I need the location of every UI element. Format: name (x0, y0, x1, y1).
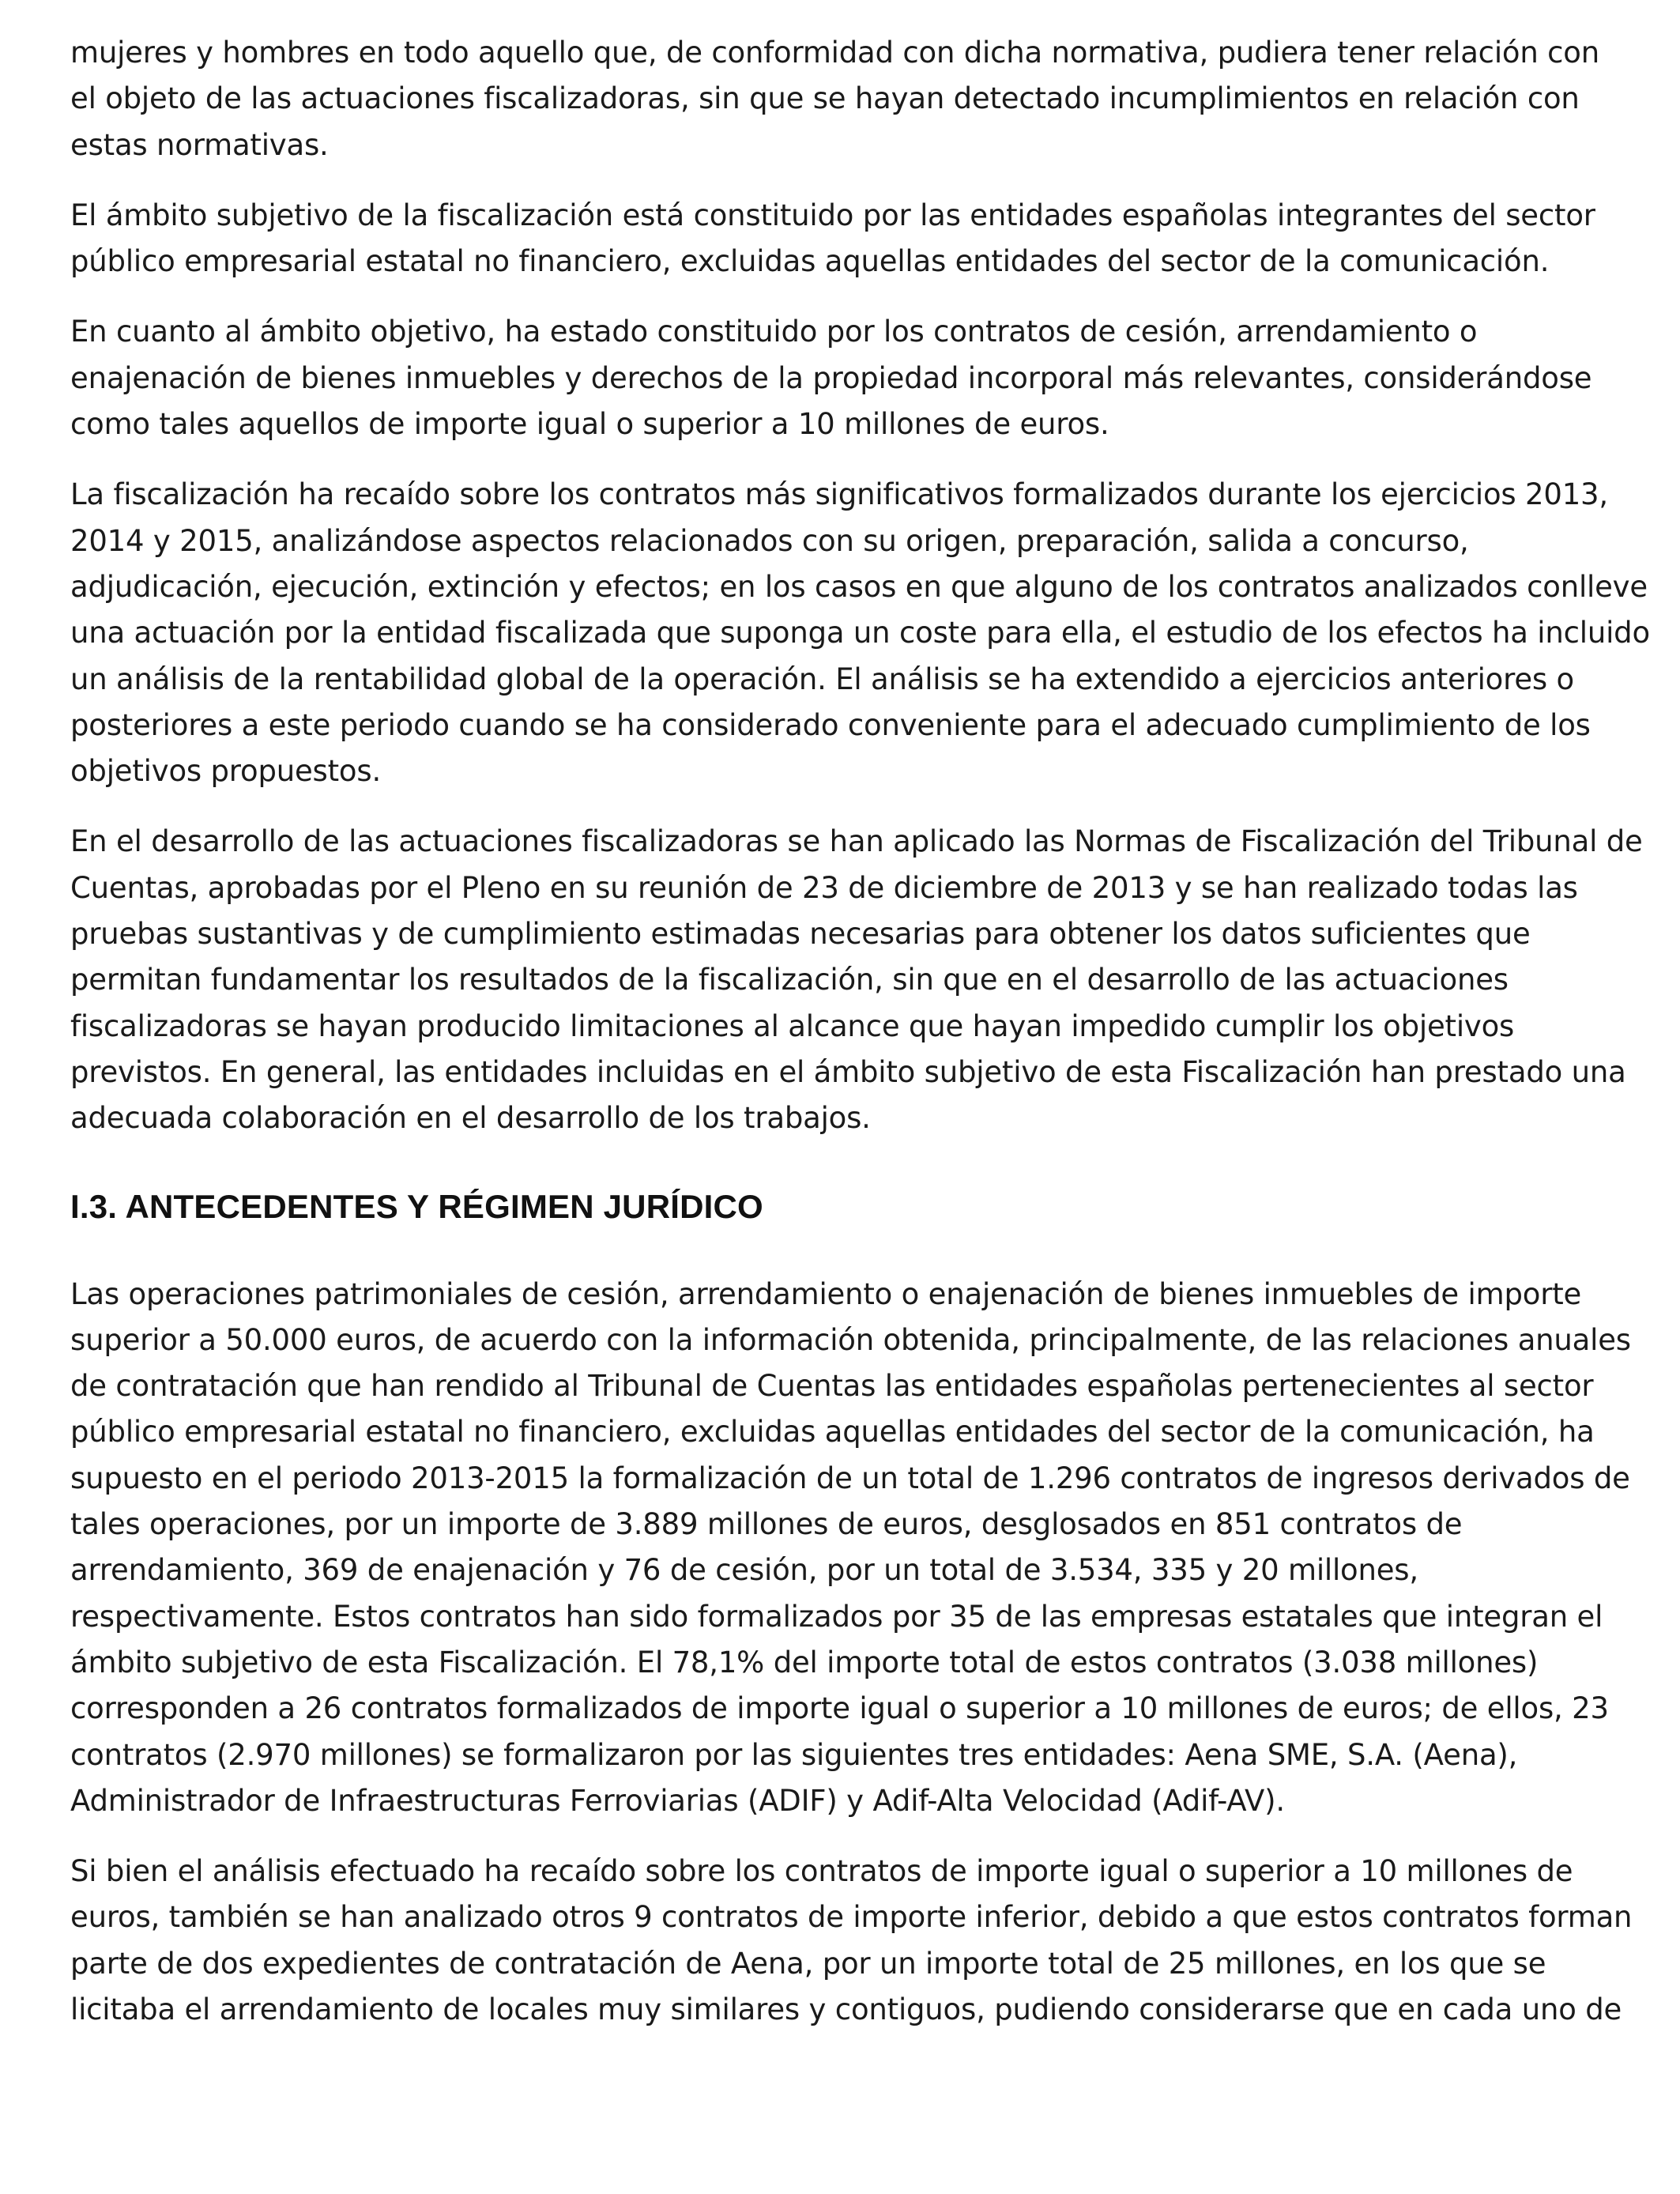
text-line: Cuentas, aprobadas por el Pleno en su reunión de 23 de diciembre de 2013 y se han realizado todas las (70, 870, 1578, 905)
paragraph-gender-normative (70, 30, 1615, 168)
paragraph-patrimonial-operations (70, 1272, 1631, 1825)
text-line: previstos. En general, las entidades incluidas en el ámbito subjetivo de esta Fiscalización han prestado una (70, 1054, 1626, 1089)
text-line: La fiscalización ha recaído sobre los contratos más significativos formalizados durante los ejercicios 2013, (70, 477, 1608, 512)
text-line: supuesto en el periodo 2013-2015 la formalización de un total de 1.296 contratos de ingresos derivados de (70, 1461, 1630, 1495)
text-line: En cuanto al ámbito objetivo, ha estado constituido por los contratos de cesión, arrendamiento o (70, 315, 1478, 349)
text-line: euros, también se han analizado otros 9 contratos de importe inferior, debido a que estos contratos forman (70, 1900, 1633, 1935)
text-line: arrendamiento, 369 de enajenación y 76 de cesión, por un total de 3.534, 335 y 20 millones, (70, 1553, 1418, 1588)
text-line: posteriores a este periodo cuando se ha considerado conveniente para el adecuado cumplimiento de los (70, 707, 1591, 742)
document-page (70, 30, 1650, 2057)
text-line: fiscalizadoras se hayan producido limitaciones al alcance que hayan impedido cumplir los objetivos (70, 1008, 1515, 1043)
text-line: parte de dos expedientes de contratación de Aena, por un importe total de 25 millones, en los que se (70, 1946, 1546, 1981)
text-line: Si bien el análisis efectuado ha recaído sobre los contratos de importe igual o superior a 10 millones de (70, 1854, 1573, 1889)
text-line: público empresarial estatal no financiero, excluidas aquellas entidades del sector de la comunicación, ha (70, 1415, 1595, 1449)
text-line: mujeres y hombres en todo aquello que, de conformidad con dicha normativa, pudiera tener relación con (70, 36, 1599, 70)
text-line: ámbito subjetivo de esta Fiscalización. El 78,1% del importe total de estos contratos (3.038 millones) (70, 1645, 1539, 1679)
text-line: un análisis de la rentabilidad global de la operación. El análisis se ha extendido a ejercicios anteriores o (70, 662, 1574, 696)
text-line: Las operaciones patrimoniales de cesión, arrendamiento o enajenación de bienes inmuebles de importe (70, 1276, 1582, 1311)
paragraph-audit-standards (70, 819, 1643, 1141)
text-line: una actuación por la entidad fiscalizada que suponga un coste para ella, el estudio de los efectos ha incluido (70, 616, 1650, 650)
section-heading: I.3. ANTECEDENTES Y RÉGIMEN JURÍDICO (70, 1187, 763, 1225)
text-line: adjudicación, ejecución, extinción y efectos; en los casos en que alguno de los contratos analizados conlleve (70, 569, 1648, 604)
text-line: estas normativas. (70, 127, 329, 162)
text-line: tales operaciones, por un importe de 3.889 millones de euros, desglosados en 851 contratos de (70, 1507, 1463, 1542)
text-line: como tales aquellos de importe igual o superior a 10 millones de euros. (70, 407, 1109, 442)
text-line: licitaba el arrendamiento de locales muy similares y contiguos, pudiendo considerarse que en cada uno de (70, 1992, 1622, 2026)
text-line: 2014 y 2015, analizándose aspectos relacionados con su origen, preparación, salida a concurso, (70, 523, 1469, 558)
text-line: En el desarrollo de las actuaciones fiscalizadoras se han aplicado las Normas de Fiscalización del Tribunal de (70, 824, 1643, 859)
paragraph-subjective-scope (70, 193, 1615, 285)
text-line: adecuada colaboración en el desarrollo de los trabajos. (70, 1101, 871, 1136)
text-line: de contratación que han rendido al Tribunal de Cuentas las entidades españolas pertenecientes al sector (70, 1369, 1594, 1404)
text-line: El ámbito subjetivo de la fiscalización está constituido por las entidades españolas integrantes del sector (70, 198, 1595, 232)
text-line: Administrador de Infraestructuras Ferroviarias (ADIF) y Adif-Alta Velocidad (Adif-AV). (70, 1783, 1285, 1818)
paragraph-objective-scope (70, 309, 1615, 447)
text-line: público empresarial estatal no financiero, excluidas aquellas entidades del sector de la comunicación. (70, 244, 1550, 279)
text-line: respectivamente. Estos contratos han sido formalizados por 35 de las empresas estatales que integran el (70, 1599, 1603, 1634)
text-line: el objeto de las actuaciones fiscalizadoras, sin que se hayan detectado incumplimientos en relación con (70, 81, 1580, 116)
text-line: contratos (2.970 millones) se formalizaron por las siguientes tres entidades: Aena SME, S.A. (Aena), (70, 1737, 1518, 1772)
text-line: superior a 50.000 euros, de acuerdo con la información obtenida, principalmente, de las relaciones anuales (70, 1322, 1631, 1357)
text-line: enajenación de bienes inmuebles y derechos de la propiedad incorporal más relevantes, considerándose (70, 360, 1592, 395)
text-line: permitan fundamentar los resultados de la fiscalización, sin que en el desarrollo de las actuaciones (70, 963, 1509, 997)
text-line: pruebas sustantivas y de cumplimiento estimadas necesarias para obtener los datos suficientes que (70, 917, 1531, 952)
paragraph-additional-contracts (70, 1849, 1633, 2033)
text-line: corresponden a 26 contratos formalizados de importe igual o superior a 10 millones de euros; de ellos, 23 (70, 1691, 1609, 1726)
paragraph-audit-coverage (70, 472, 1650, 794)
text-line: objetivos propuestos. (70, 754, 382, 789)
